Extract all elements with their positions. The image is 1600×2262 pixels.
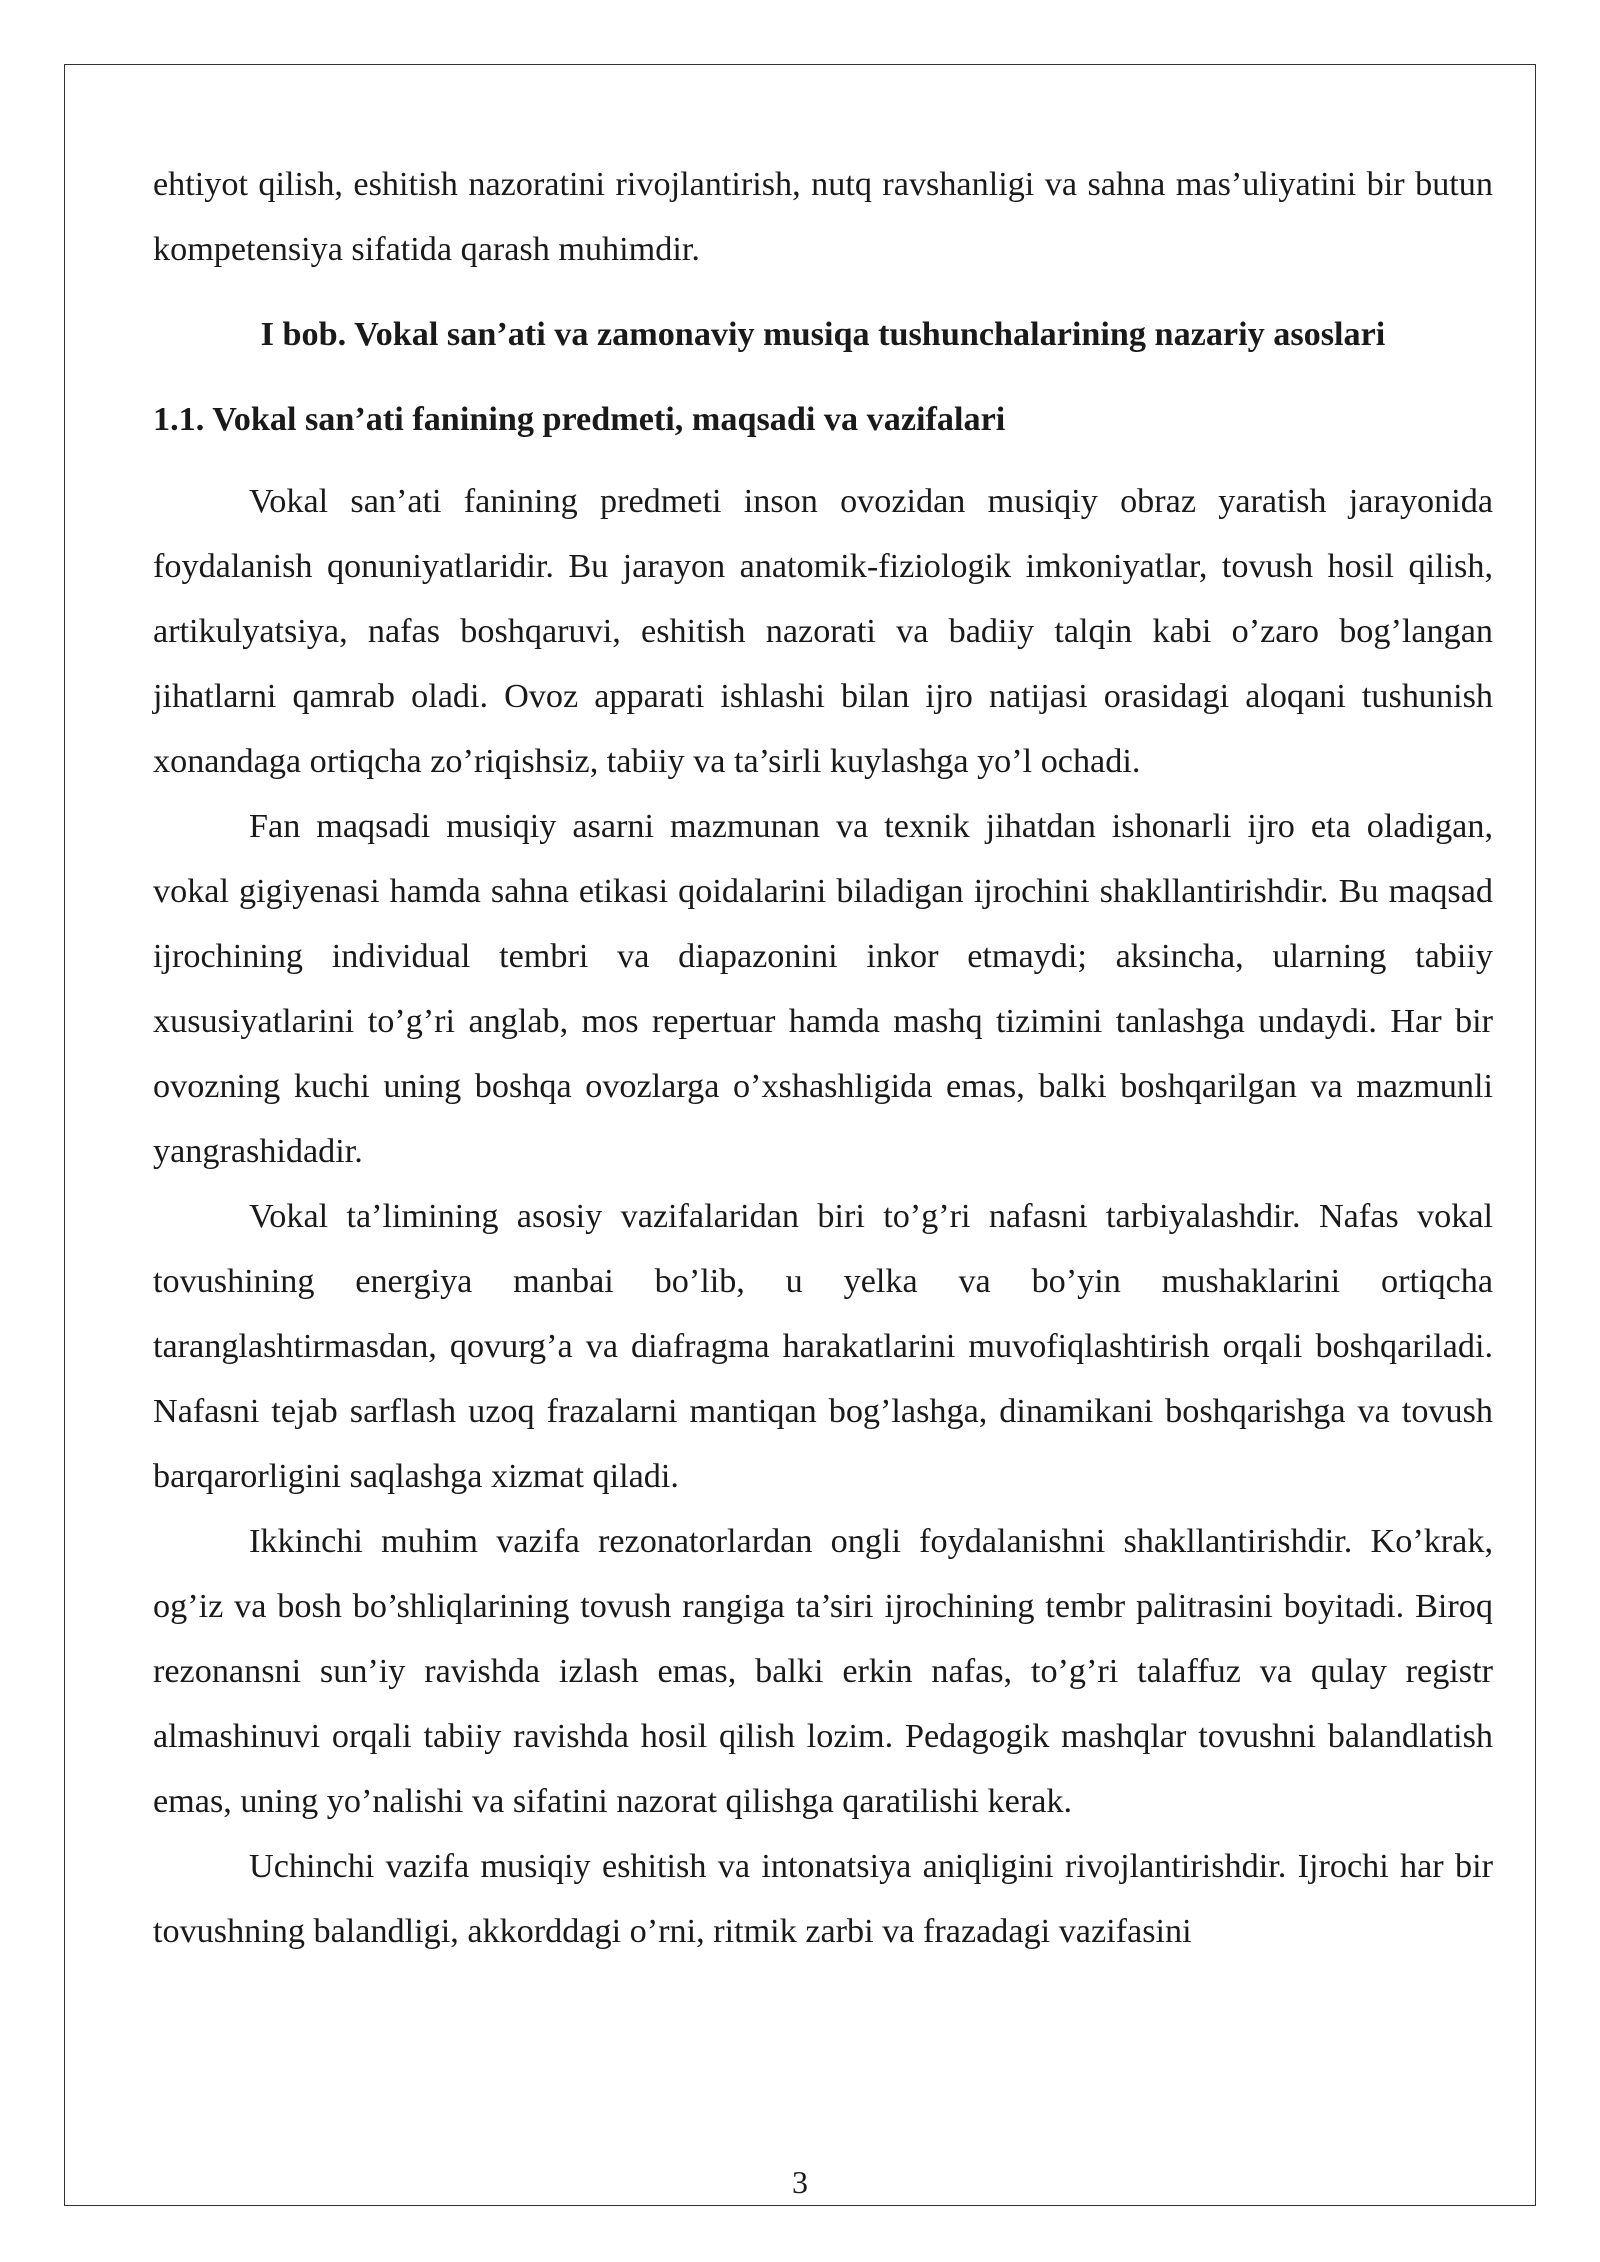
chapter-title: I bob. Vokal san’ati va zamonaviy musiqa tushunchalarining nazariy asoslari — [260, 316, 1386, 353]
body-paragraph: Ikkinchi muhim vazifa rezonatorlardan ongli foydalanishni shakllantirishdir. Ko’krak, og’iz va bosh bo’shliqlarining tovush rangiga ta’siri ijrochining tembr palitrasini boyitadi. Biroq rezonansni sun’iy ravishda izlash emas, balki erkin nafas, to’g’ri talaffuz va qulay registr almashinuvi orqali tabiiy ravishda hosil qilish lozim. Pedagogik mashqlar tovushni balandlatish emas, uning yo’nalishi va sifatini nazorat qilishga qaratilishi kerak. — [153, 1523, 1493, 1820]
intro-paragraph: ehtiyot qilish, eshitish nazoratini rivojlantirish, nutq ravshanligi va sahna mas’uliyatini bir butun kompetensiya sifatida qarash muhimdir. — [153, 166, 1493, 268]
body-paragraph: Fan maqsadi musiqiy asarni mazmunan va texnik jihatdan ishonarli ijro eta oladigan, vokal gigiyenasi hamda sahna etikasi qoidalarini biladigan ijrochini shakllantirishdir. Bu maqsad ijrochining individual tembri va diapazonini inkor etmaydi; aksincha, ularning tabiiy xususiyatlarini to’g’ri anglab, mos repertuar hamda mashq tizimini tanlashga undaydi. Har bir ovozning kuchi uning boshqa ovozlarga o’xshashligida emas, balki boshqarilgan va mazmunli yangrashidadir. — [153, 808, 1493, 1170]
page-content — [153, 152, 1493, 1964]
body-paragraph: Vokal ta’limining asosiy vazifalaridan biri to’g’ri nafasni tarbiyalashdir. Nafas vokal tovushining energiya manbai bo’lib, u yelka va bo’yin mushaklarini ortiqcha taranglashtirmasdan, qovurg’a va diafragma harakatlarini muvofiqlashtirish orqali boshqariladi. Nafasni tejab sarflash uzoq frazalarni mantiqan bog’lashga, dinamikani boshqarishga va tovush barqarorligini saqlashga xizmat qiladi. — [153, 1198, 1493, 1495]
body-paragraph: Uchinchi vazifa musiqiy eshitish va intonatsiya aniqligini rivojlantirishdir. Ijrochi har bir tovushning balandligi, akkorddagi o’rni, ritmik zarbi va frazadagi vazifasini — [153, 1848, 1493, 1950]
body-paragraph: Vokal san’ati fanining predmeti inson ovozidan musiqiy obraz yaratish jarayonida foydalanish qonuniyatlaridir. Bu jarayon anatomik-fiziologik imkoniyatlar, tovush hosil qilish, artikulyatsiya, nafas boshqaruvi, eshitish nazorati va badiiy talqin kabi o’zaro bog’langan jihatlarni qamrab oladi. Ovoz apparati ishlashi bilan ijro natijasi orasidagi aloqani tushunish xonandaga ortiqcha zo’riqishsiz, tabiiy va ta’sirli kuylashga yo’l ochadi. — [153, 483, 1493, 780]
page-number: 3 — [792, 2164, 808, 2200]
section-title: 1.1. Vokal san’ati fanining predmeti, maqsadi va vazifalari — [153, 401, 1006, 438]
